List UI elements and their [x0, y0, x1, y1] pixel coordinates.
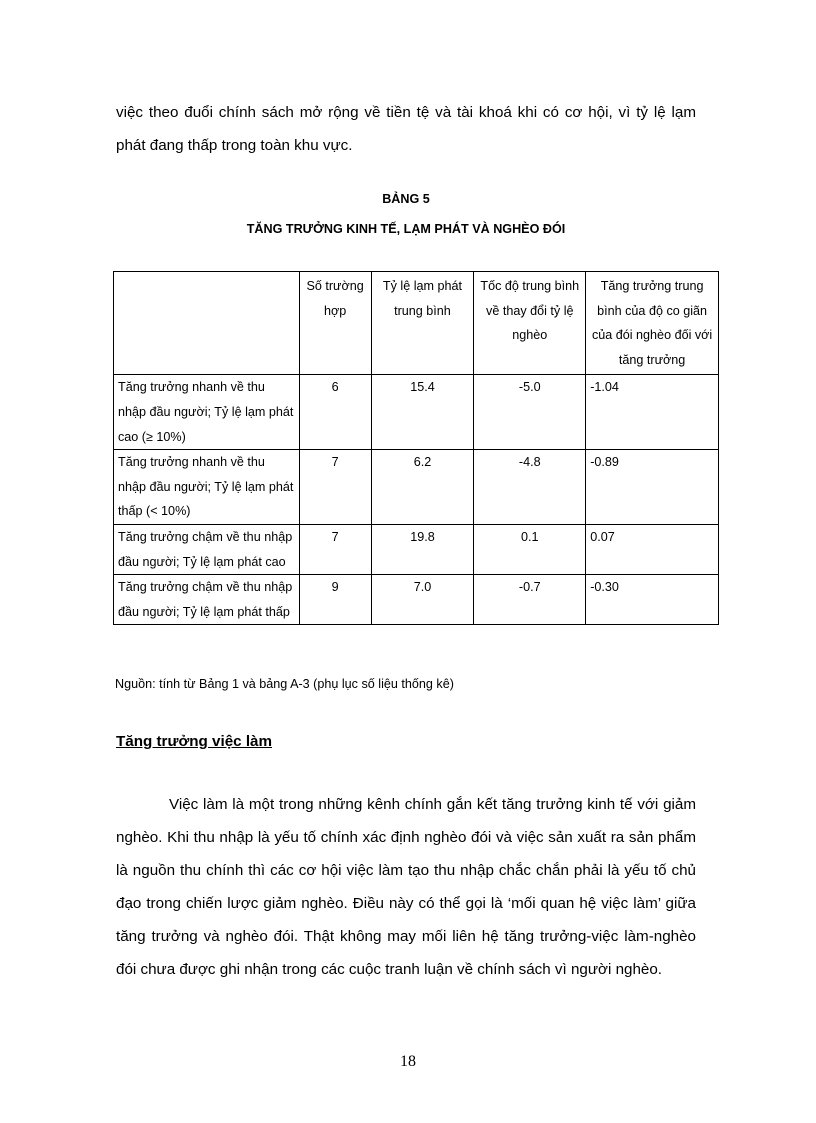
- poverty-change-cell: -4.8: [474, 450, 586, 525]
- header-cell-inflation: Tỷ lệ lạm phát trung bình: [371, 272, 474, 375]
- table-source-note: Nguồn: tính từ Bảng 1 và bảng A-3 (phụ lục số liệu thống kê): [115, 677, 454, 691]
- inflation-cell: 19.8: [371, 524, 474, 574]
- cases-cell: 6: [299, 375, 371, 450]
- elasticity-cell: -0.30: [586, 575, 719, 625]
- row-label: Tăng trưởng nhanh về thu nhập đầu người; Tỷ lệ lạm phát thấp (< 10%): [114, 450, 300, 525]
- poverty-change-cell: 0.1: [474, 524, 586, 574]
- cases-cell: 7: [299, 450, 371, 525]
- row-label: Tăng trưởng chậm về thu nhập đầu người; Tỷ lệ lạm phát cao: [114, 524, 300, 574]
- inflation-cell: 6.2: [371, 450, 474, 525]
- table-row: [114, 450, 719, 525]
- table-row: [114, 575, 719, 625]
- elasticity-cell: -0.89: [586, 450, 719, 525]
- table-row: [114, 375, 719, 450]
- inflation-cell: 15.4: [371, 375, 474, 450]
- elasticity-cell: -1.04: [586, 375, 719, 450]
- header-cell-elasticity: Tăng trưởng trung bình của độ co giãn của đói nghèo đối với tăng trưởng: [586, 272, 719, 375]
- page-number: 18: [400, 1053, 416, 1070]
- inflation-cell: 7.0: [371, 575, 474, 625]
- row-label: Tăng trưởng chậm về thu nhập đầu người; Tỷ lệ lạm phát thấp: [114, 575, 300, 625]
- table-row: [114, 524, 719, 574]
- section-heading: Tăng trưởng việc làm: [116, 733, 272, 750]
- header-cell-poverty-change: Tốc độ trung bình về thay đổi tỷ lệ nghèo: [474, 272, 586, 375]
- row-label: Tăng trưởng nhanh về thu nhập đầu người; Tỷ lệ lạm phát cao (≥ 10%): [114, 375, 300, 450]
- elasticity-cell: 0.07: [586, 524, 719, 574]
- poverty-change-cell: -5.0: [474, 375, 586, 450]
- cases-cell: 7: [299, 524, 371, 574]
- poverty-change-cell: -0.7: [474, 575, 586, 625]
- body-paragraph: Việc làm là một trong những kênh chính gắn kết tăng trưởng kinh tế với giảm nghèo. Khi thu nhập là yếu tố chính xác định nghèo đói và việc sản xuất ra sản phẩm là nguồn thu chính thì các cơ hội việc làm tạo thu nhập chắc chắn phải là yếu tố chủ đạo trong chiến lược giảm nghèo. Điều này có thể gọi là ‘mối quan hệ việc làm’ giữa tăng trưởng và nghèo đói. Thật không may mối liên hệ tăng trưởng-việc làm-nghèo đói chưa được ghi nhận trong các cuộc tranh luận về chính sách vì người nghèo.: [116, 796, 696, 978]
- cases-cell: 9: [299, 575, 371, 625]
- header-cell-empty: [114, 272, 300, 375]
- intro-paragraph: việc theo đuổi chính sách mở rộng về tiền tệ và tài khoá khi có cơ hội, vì tỷ lệ lạm phát đang thấp trong toàn khu vực.: [116, 104, 696, 154]
- table-header-row: [114, 272, 719, 375]
- table-label: BẢNG 5: [382, 192, 430, 206]
- data-table: [113, 271, 719, 625]
- header-cell-cases: Số trường hợp: [299, 272, 371, 375]
- table-title: TĂNG TRƯỞNG KINH TẾ, LẠM PHÁT VÀ NGHÈO ĐÓI: [246, 222, 566, 236]
